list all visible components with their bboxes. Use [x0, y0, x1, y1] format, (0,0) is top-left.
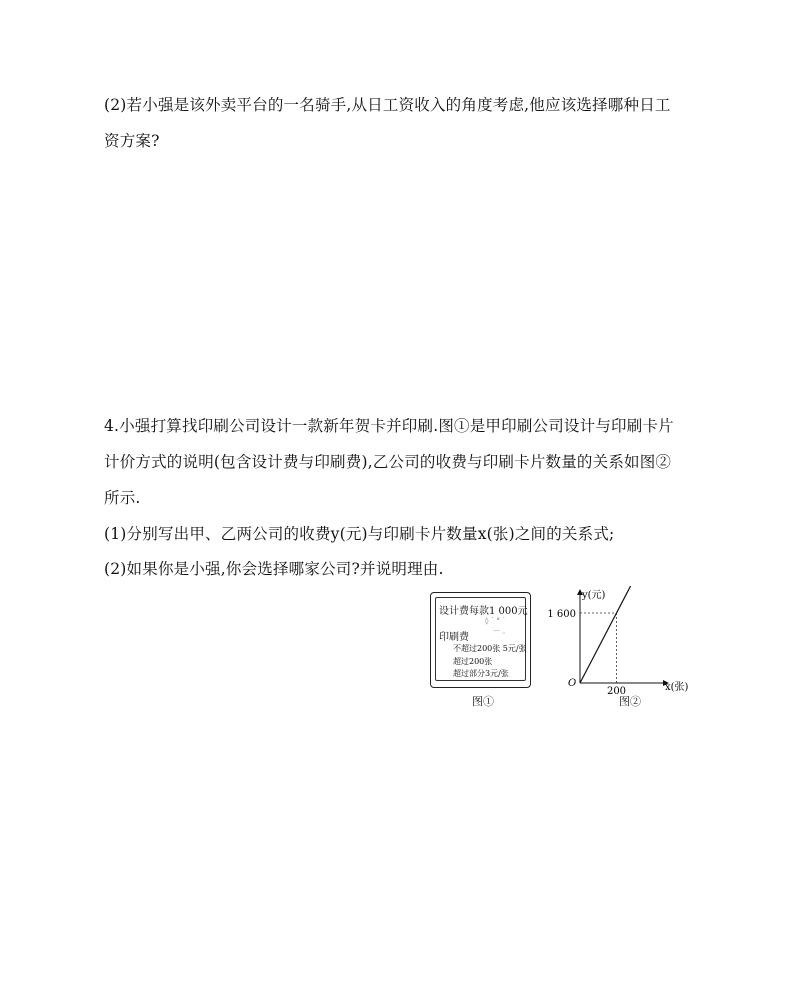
- rule-excess-price: 超过部分3元/张: [453, 669, 509, 678]
- decor-dots: ◊ ˙ ° ˙: [485, 617, 506, 625]
- y-tick-label: 1 600: [547, 609, 576, 620]
- q4-part1: (1)分别写出甲、乙两公司的收费y(元)与印刷卡片数量x(张)之间的关系式;: [104, 525, 615, 543]
- q4-part2: (2)如果你是小强,你会选择哪家公司?并说明理由.: [104, 560, 444, 578]
- q4-stem-line2: 计价方式的说明(包含设计费与印刷费),乙公司的收费与印刷卡片数量的关系如图②: [104, 453, 672, 471]
- design-fee-text: 设计费每款1 000元: [439, 606, 528, 617]
- x-axis-label: x(张): [665, 682, 689, 693]
- figure1-caption: 图①: [472, 695, 494, 708]
- rule-over-200: 超过200张: [453, 657, 493, 666]
- y-axis-label: y(元): [582, 590, 606, 601]
- print-fee-label: 印刷费: [439, 632, 469, 643]
- figure2-chart: [540, 586, 700, 708]
- q3-part2-line1: (2)若小强是该外卖平台的一名骑手,从日工资收入的角度考虑,他应该选择哪种日工: [104, 96, 671, 114]
- origin-label: O: [568, 678, 577, 689]
- figure1-pricing-card: [430, 592, 531, 688]
- q4-stem-line3: 所示.: [104, 489, 141, 507]
- q3-part2-line2: 资方案?: [104, 132, 160, 150]
- q4-stem-line1: 4.小强打算找印刷公司设计一款新年贺卡并印刷.图①是甲印刷公司设计与印刷卡片: [104, 417, 674, 435]
- decor-dots-2: ⌒ ᵕ: [493, 630, 505, 638]
- figure2-caption: 图②: [619, 695, 641, 708]
- rule-under-200: 不超过200张 5元/张: [453, 644, 527, 653]
- x-tick-label: 200: [606, 686, 627, 697]
